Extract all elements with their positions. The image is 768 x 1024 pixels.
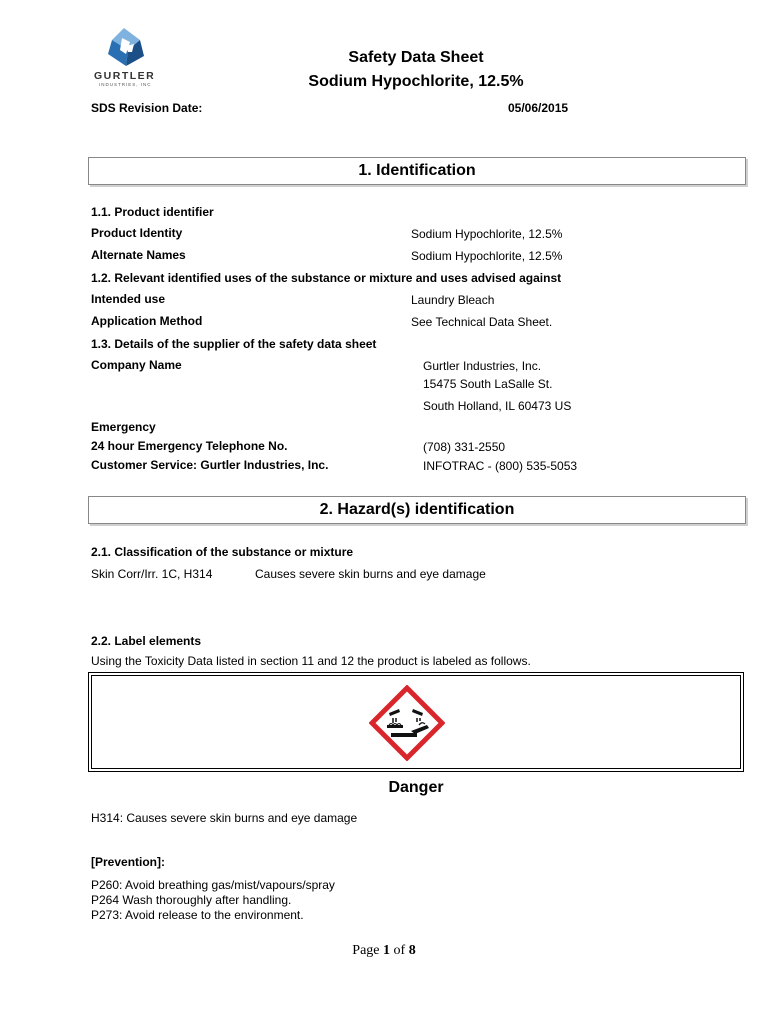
customer-service-label: Customer Service: Gurtler Industries, Inc. (91, 458, 329, 472)
section-2-heading-box (88, 496, 746, 524)
classification-code: Skin Corr/Irr. 1C, H314 (91, 567, 213, 581)
classification-subheading: 2.1. Classification of the substance or mixture (91, 545, 354, 559)
emergency-phone-value: (708) 331-2550 (423, 440, 506, 454)
alternate-names-label: Alternate Names (91, 248, 186, 262)
customer-service-value: INFOTRAC - (800) 535-5053 (423, 459, 578, 473)
section-1-heading-box (88, 157, 746, 185)
page-total: 8 (408, 943, 416, 958)
application-method-label: Application Method (91, 314, 203, 328)
company-city-line: South Holland, IL 60473 US (423, 399, 572, 413)
prevention-statement: P273: Avoid release to the environment. (91, 908, 304, 922)
prevention-heading: [Prevention]: (91, 855, 166, 869)
identified-uses-subheading: 1.2. Relevant identified uses of the substance or mixture and uses advised against (91, 271, 562, 285)
label-elements-subheading: 2.2. Label elements (91, 634, 202, 648)
company-name-label: Company Name (91, 358, 182, 372)
corrosion-pictogram-icon (369, 685, 445, 761)
section-2-heading: 2. Hazard(s) identification (319, 501, 515, 518)
alternate-names-value: Sodium Hypochlorite, 12.5% (411, 249, 563, 263)
product-identity-value: Sodium Hypochlorite, 12.5% (411, 227, 563, 241)
company-name-line: Gurtler Industries, Inc. (423, 359, 542, 373)
product-title: Sodium Hypochlorite, 12.5% (308, 73, 524, 90)
page-word: Page (352, 943, 380, 958)
hazard-statement: H314: Causes severe skin burns and eye damage (91, 811, 358, 825)
signal-word: Danger (388, 779, 444, 796)
prevention-statement: P264 Wash thoroughly after handling. (91, 893, 292, 907)
prevention-statement: P260: Avoid breathing gas/mist/vapours/spray (91, 878, 335, 892)
product-identifier-subheading: 1.1. Product identifier (91, 205, 214, 219)
classification-text: Causes severe skin burns and eye damage (255, 567, 486, 581)
label-intro-text: Using the Toxicity Data listed in section 11 and 12 the product is labeled as follows. (91, 654, 531, 668)
product-identity-label: Product Identity (91, 226, 183, 240)
company-street-line: 15475 South LaSalle St. (423, 377, 553, 391)
application-method-value: See Technical Data Sheet. (411, 315, 553, 329)
supplier-details-subheading: 1.3. Details of the supplier of the safety data sheet (91, 337, 377, 351)
pictogram-frame (88, 672, 744, 772)
intended-use-value: Laundry Bleach (411, 293, 495, 307)
revision-date-label: SDS Revision Date: (91, 101, 203, 115)
logo-subtitle: INDUSTRIES, INC (99, 82, 152, 87)
document-title: Safety Data Sheet (348, 49, 484, 66)
emergency-phone-label: 24 hour Emergency Telephone No. (91, 439, 288, 453)
page-footer (0, 943, 768, 959)
intended-use-label: Intended use (91, 292, 166, 306)
emergency-label: Emergency (91, 420, 156, 434)
revision-date-value: 05/06/2015 (508, 101, 569, 115)
page-number: 1 (383, 943, 391, 958)
of-word: of (393, 943, 409, 958)
logo-wordmark: GURTLER (94, 70, 156, 82)
section-1-heading: 1. Identification (358, 162, 476, 179)
